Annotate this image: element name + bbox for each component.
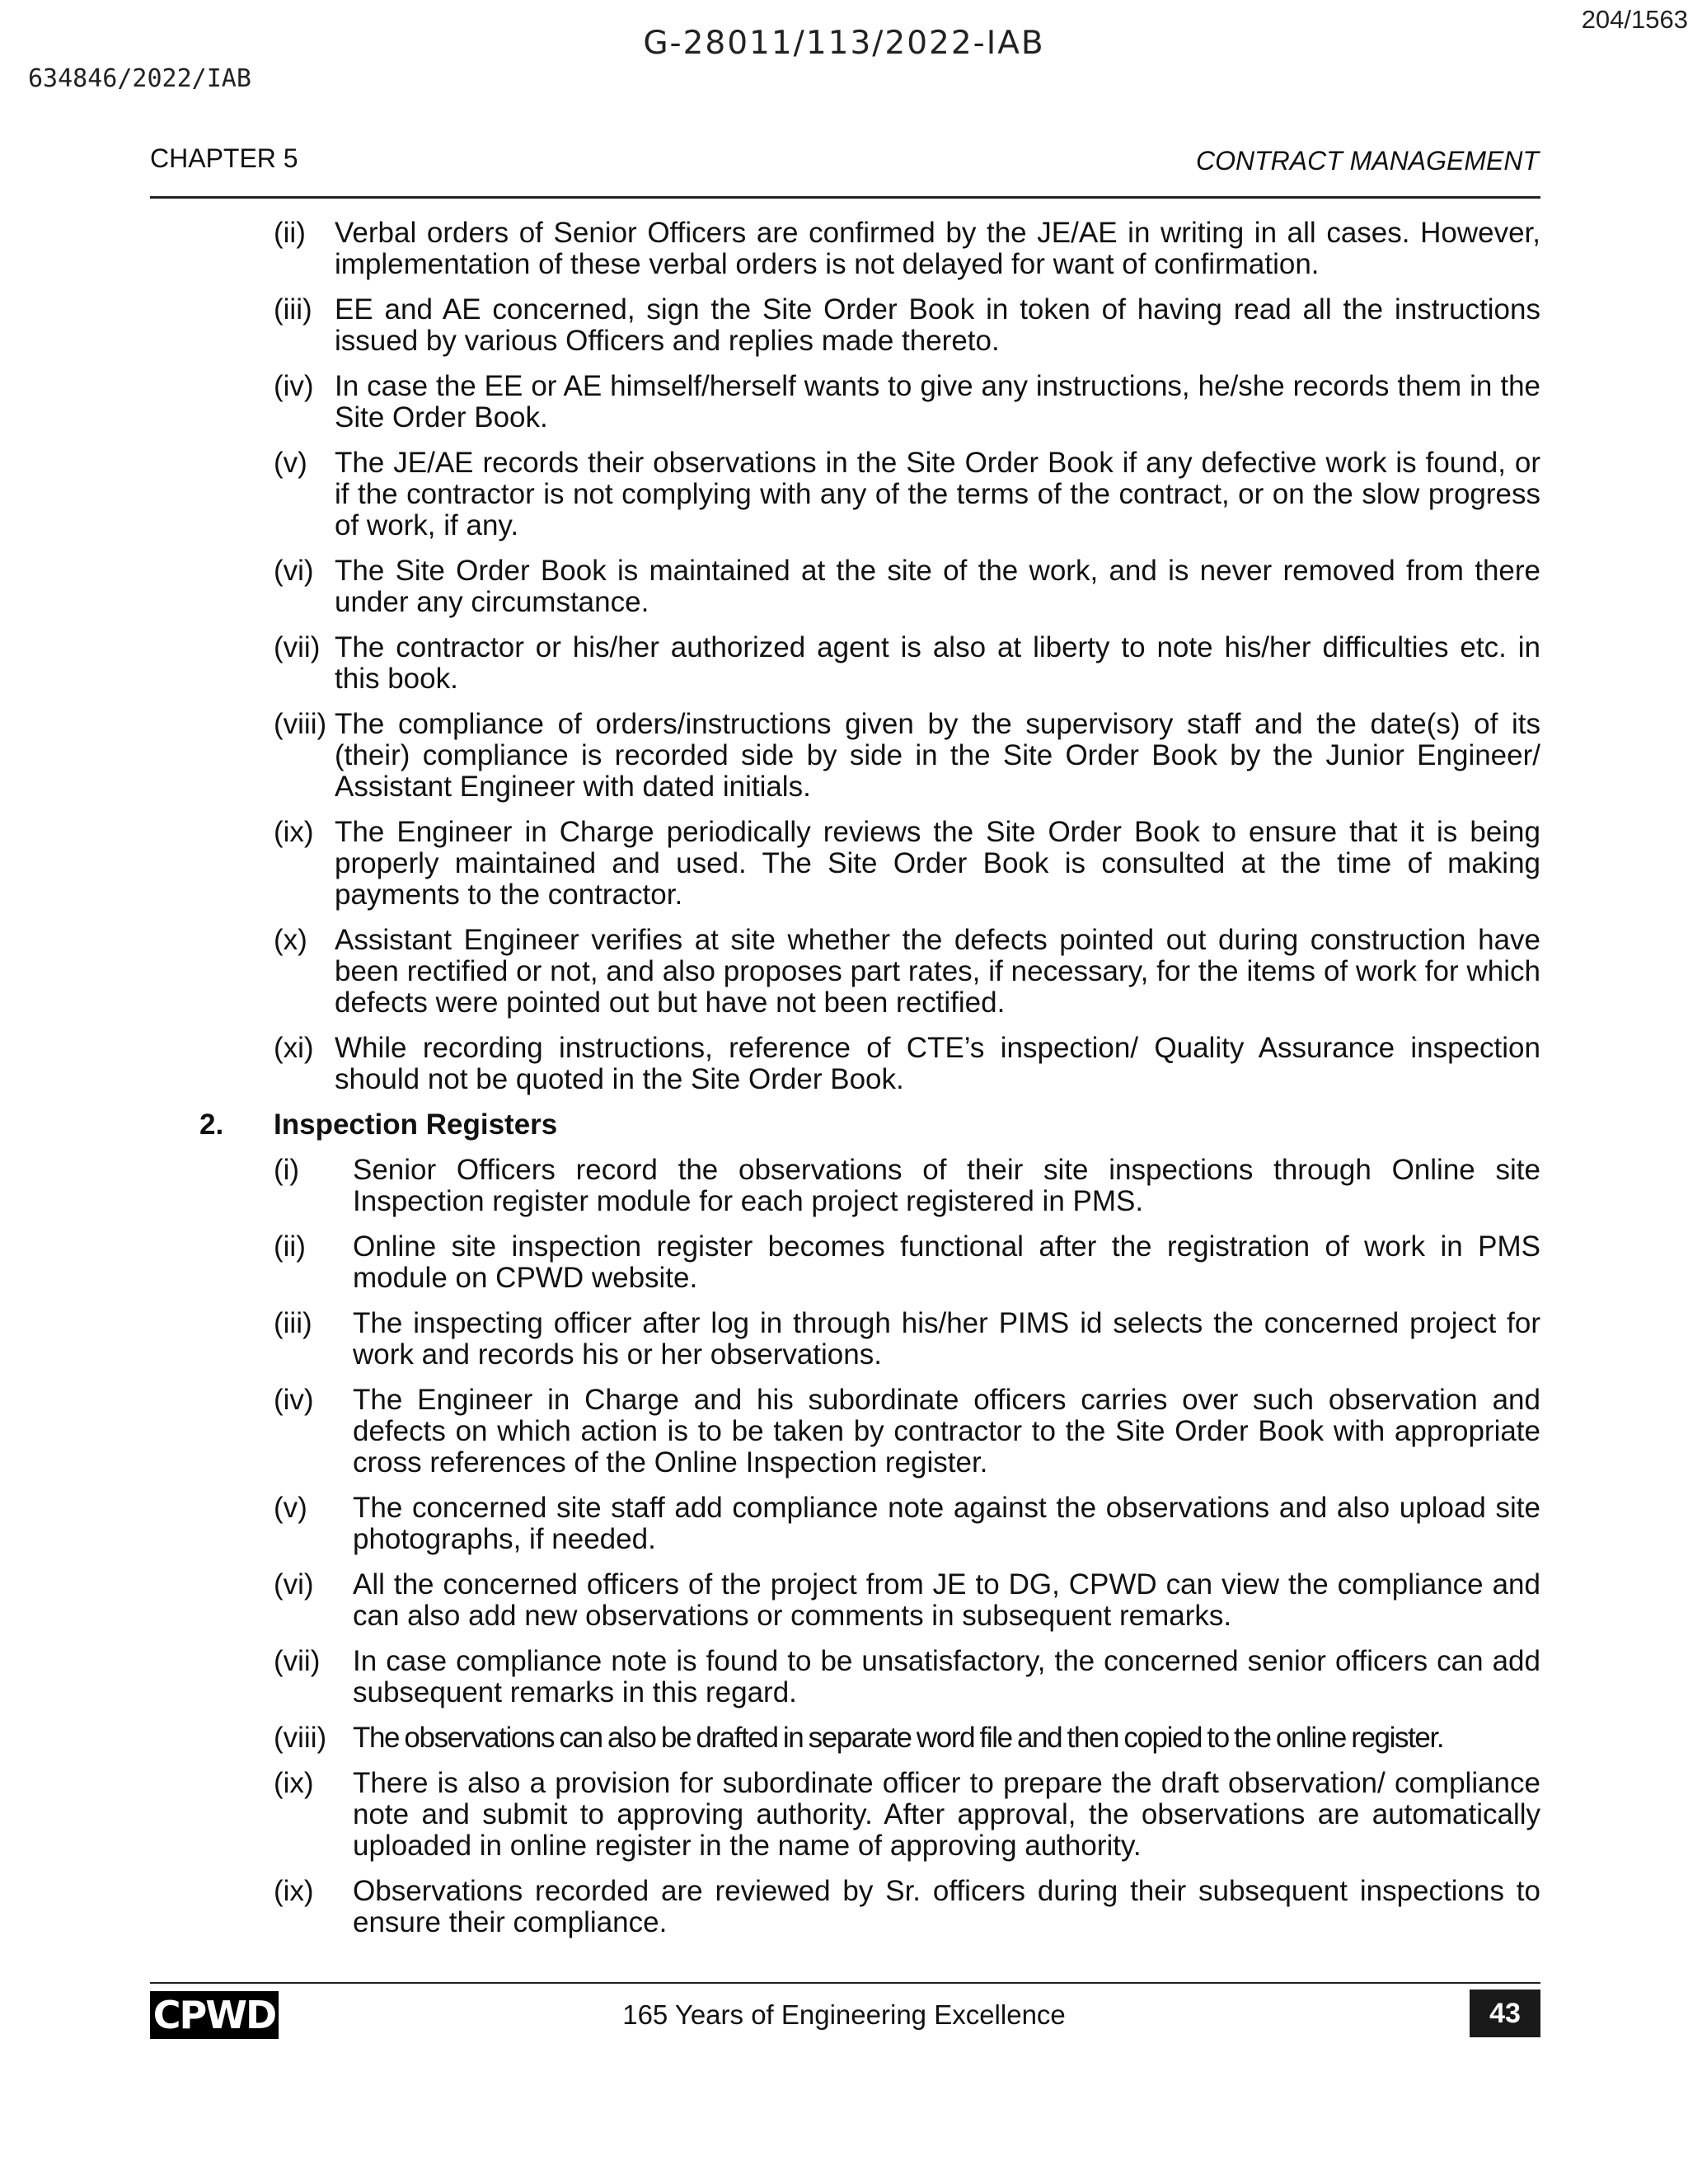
item-number: (vii) [274,631,321,663]
item-text: The inspecting officer after log in through his/her PIMS id selects the concerned project for work and records his or her observations. [353,1307,1540,1371]
list-item [150,218,1540,280]
item-text: EE and AE concerned, sign the Site Order Book in token of having read all the instructions issued by various Officers and replies made thereto. [335,293,1540,357]
list-item [150,1033,1540,1095]
item-number: (viii) [274,1722,327,1754]
item-text: While recording instructions, reference of CTE’s inspection/ Quality Assurance inspection should not be quoted in the Site Order Book. [335,1032,1540,1095]
list-item [150,1385,1540,1479]
section-heading [150,1109,1540,1141]
item-text: All the concerned officers of the project from JE to DG, CPWD can view the compliance and can also add new observations or comments in subsequent remarks. [353,1568,1540,1632]
list-item [150,925,1540,1019]
item-text: In case the EE or AE himself/herself wants to give any instructions, he/she records them in the Site Order Book. [335,370,1540,434]
receipt-number-stamp: 634846/2022/IAB [28,64,251,93]
list-item [150,371,1540,434]
item-text: The Engineer in Charge periodically reviews the Site Order Book to ensure that it is being properly maintained and used. The Site Order Book is consulted at the time of making payments to the contractor. [335,816,1540,911]
item-text: In case compliance note is found to be unsatisfactory, the concerned senior officers can add subsequent remarks in this regard. [353,1645,1540,1708]
footer-rule [150,1982,1540,1984]
list-item [150,555,1540,618]
item-number: (iv) [274,370,314,402]
item-number: (i) [274,1154,300,1186]
list-item [150,1231,1540,1294]
item-number: (ix) [274,1875,314,1907]
item-number: (xi) [274,1032,314,1064]
item-text: Assistant Engineer verifies at site whether the defects pointed out during construction have been rectified or not, and also proposes part rates, if necessary, for the items of work for which defects were pointed out but have not been rectified. [335,924,1540,1019]
item-text: The concerned site staff add compliance note against the observations and also upload site photographs, if needed. [353,1492,1540,1555]
item-number: (ii) [274,217,306,249]
item-text: Verbal orders of Senior Officers are confirmed by the JE/AE in writing in all cases. However, implementation of these verbal orders is not delayed for want of confirmation. [335,217,1540,280]
list-item [150,709,1540,803]
item-text: The observations can also be drafted in separate word file and then copied to the online register. [353,1722,1444,1754]
item-text: The compliance of orders/instructions given by the supervisory staff and the date(s) of its (their) compliance is recorded side by side in the Site Order Book by the Junior Engineer/ Assistant Engineer with dated initials. [335,708,1540,803]
chapter-label: CHAPTER 5 [150,143,298,173]
item-number: (iii) [274,1307,312,1339]
item-number: (viii) [274,708,327,740]
footer-tagline: 165 Years of Engineering Excellence [622,1999,1066,2030]
item-number: (v) [274,447,307,479]
list-item [150,1569,1540,1632]
inspection-register-list [150,1155,1540,1938]
item-number: (ii) [274,1230,306,1263]
item-number: (iv) [274,1384,314,1416]
header-rule [150,196,1540,199]
page-count-stamp: 204/1563 [1581,5,1688,34]
list-item [150,448,1540,541]
list-item [150,1493,1540,1555]
cpwd-logo: CPWD [150,1991,279,2039]
item-number: (x) [274,924,307,956]
item-text: The JE/AE records their observations in the Site Order Book if any defective work is found, or if the contractor is not complying with any of the terms of the contract, or on the slow progress of work, if any. [335,447,1540,541]
item-number: (ix) [274,1767,314,1799]
list-item [150,1722,1540,1754]
list-item [150,1646,1540,1708]
item-number: (vi) [274,1568,314,1601]
site-order-list [150,218,1540,1095]
page-content [150,218,1540,1952]
item-number: (vii) [274,1645,321,1677]
list-item [150,294,1540,357]
item-text: Senior Officers record the observations of their site inspections through Online site Inspection register module for each project registered in PMS. [353,1154,1540,1217]
item-text: The Site Order Book is maintained at the site of the work, and is never removed from there under any circumstance. [335,555,1540,618]
file-number-stamp: G-28011/113/2022-IAB [643,25,1045,62]
list-item [150,1308,1540,1371]
list-item [150,1155,1540,1217]
section-number: 2. [199,1108,224,1141]
item-text: Online site inspection register becomes functional after the registration of work in PMS module on CPWD website. [353,1230,1540,1294]
item-text: The contractor or his/her authorized agent is also at liberty to note his/her difficulties etc. in this book. [335,631,1540,695]
item-text: There is also a provision for subordinate officer to prepare the draft observation/ compliance note and submit to approving authority. After approval, the observations are automatically uploaded in online register in the name of approving authority. [353,1767,1540,1862]
list-item [150,632,1540,695]
list-item [150,817,1540,911]
section-title: CONTRACT MANAGEMENT [1196,146,1539,176]
item-number: (ix) [274,816,314,848]
page-number: 43 [1470,1990,1540,2037]
list-item [150,1876,1540,1938]
item-number: (iii) [274,293,312,326]
item-text: The Engineer in Charge and his subordinate officers carries over such observation and defects on which action is to be taken by contractor to the Site Order Book with appropriate cross references of the Online Inspection register. [353,1384,1540,1479]
item-number: (vi) [274,555,314,587]
item-number: (v) [274,1492,307,1524]
list-item [150,1768,1540,1862]
section-heading-text: Inspection Registers [274,1108,558,1141]
item-text: Observations recorded are reviewed by Sr. officers during their subsequent inspections to ensure their compliance. [353,1875,1540,1938]
